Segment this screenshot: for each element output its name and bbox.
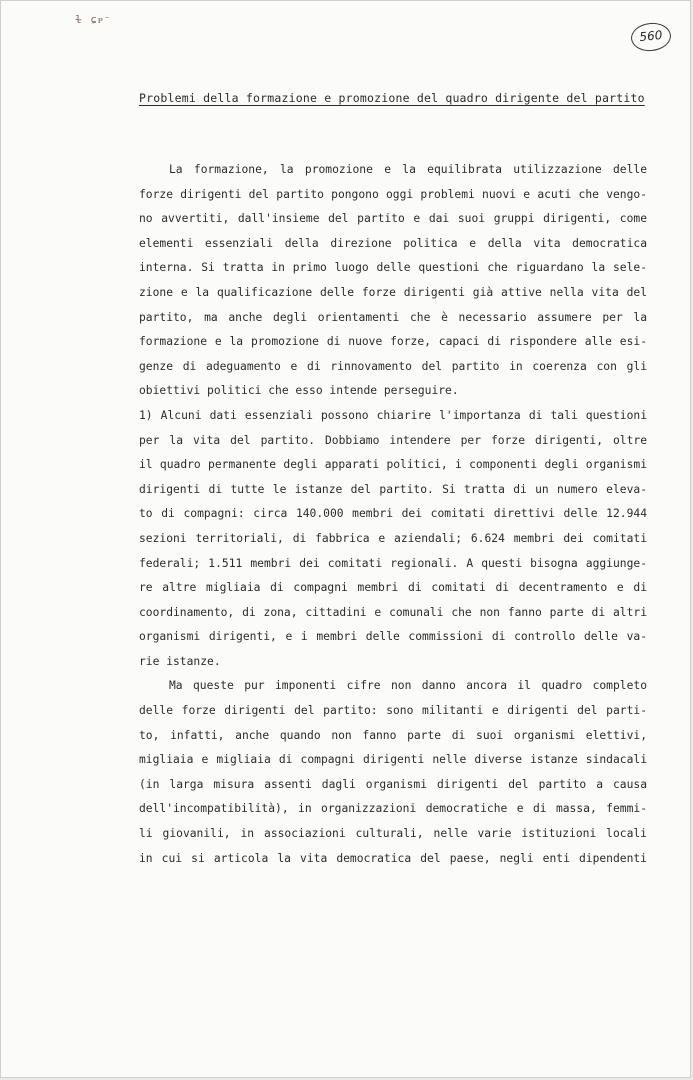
text-line: no avvertiti, dall'insieme del partito e dai suoi gruppi dirigenti, come (139, 212, 647, 226)
text-line: il quadro permanente degli apparati politici, i componenti degli organismi (139, 458, 647, 472)
text-line: genze di adeguamento e di rinnovamento del partito in coerenza con gli (139, 359, 647, 373)
text-line: in cui si articola la vita democratica del paese, negli enti dipendenti (139, 851, 647, 865)
text-line: federali; 1.511 membri dei comitati regionali. A questi bisogna aggiunge- (139, 556, 647, 570)
text-line: sezioni territoriali, di fabbrica e aziendali; 6.624 membri dei comitati (139, 531, 647, 545)
handwritten-corner-marks: ɫ ɕᴘ⁻ (75, 13, 112, 26)
text-line: Ma queste pur imponenti cifre non danno ancora il quadro completo (169, 679, 647, 693)
text-line: formazione e la promozione di nuove forze, capaci di rispondere alle esi- (139, 335, 647, 349)
text-line: dirigenti di tutte le istanze del partito. Si tratta di un numero eleva- (139, 482, 647, 496)
text-line: partito, ma anche degli orientamenti che è necessario assumere per la (139, 310, 647, 324)
text-line: li giovanili, in associazioni culturali, nelle varie istituzioni locali (139, 827, 647, 841)
text-line: elementi essenziali della direzione politica e della vita democratica (139, 236, 647, 250)
text-line: rie istanze. (139, 654, 221, 668)
text-line: dell'incompatibilità), in organizzazioni democratiche e di massa, femmi- (139, 802, 647, 816)
text-line: organismi dirigenti, e i membri delle commissioni di controllo delle va- (139, 630, 647, 644)
text-line: obiettivi politici che esso intende perseguire. (139, 384, 459, 398)
document-body (139, 158, 647, 871)
text-line: La formazione, la promozione e la equilibrata utilizzazione delle (169, 163, 647, 176)
text-line: to di compagni: circa 140.000 membri dei comitati direttivi delle 12.944 (139, 507, 647, 521)
text-line: to, infatti, anche quando non fanno parte di suoi organismi elettivi, (139, 728, 647, 742)
text-line: 1) Alcuni dati essenziali possono chiarire l'importanza di tali questioni (139, 408, 647, 422)
text-line: per la vita del partito. Dobbiamo intendere per forze dirigenti, oltre (139, 433, 647, 447)
text-line: re altre migliaia di compagni membri di comitati di decentramento e di (139, 581, 647, 595)
text-line: forze dirigenti del partito pongono oggi problemi nuovi e acuti che vengo- (139, 187, 647, 201)
text-line: delle forze dirigenti del partito: sono militanti e dirigenti del parti- (139, 704, 647, 718)
text-line: migliaia e migliaia di compagni dirigenti nelle diverse istanze sindacali (139, 753, 647, 767)
text-line: interna. Si tratta in primo luogo delle questioni che riguardano la sele- (139, 261, 647, 275)
text-line: coordinamento, di zona, cittadini e comunali che non fanno parte di altri (139, 605, 647, 619)
archive-page-number-stamp: 560 (630, 21, 673, 53)
text-line: (in larga misura assenti dagli organismi dirigenti del partito a causa (139, 777, 647, 791)
text-line: zione e la qualificazione delle forze dirigenti già attive nella vita del (139, 285, 647, 299)
document-title: Problemi della formazione e promozione del quadro dirigente del partito (139, 91, 645, 105)
